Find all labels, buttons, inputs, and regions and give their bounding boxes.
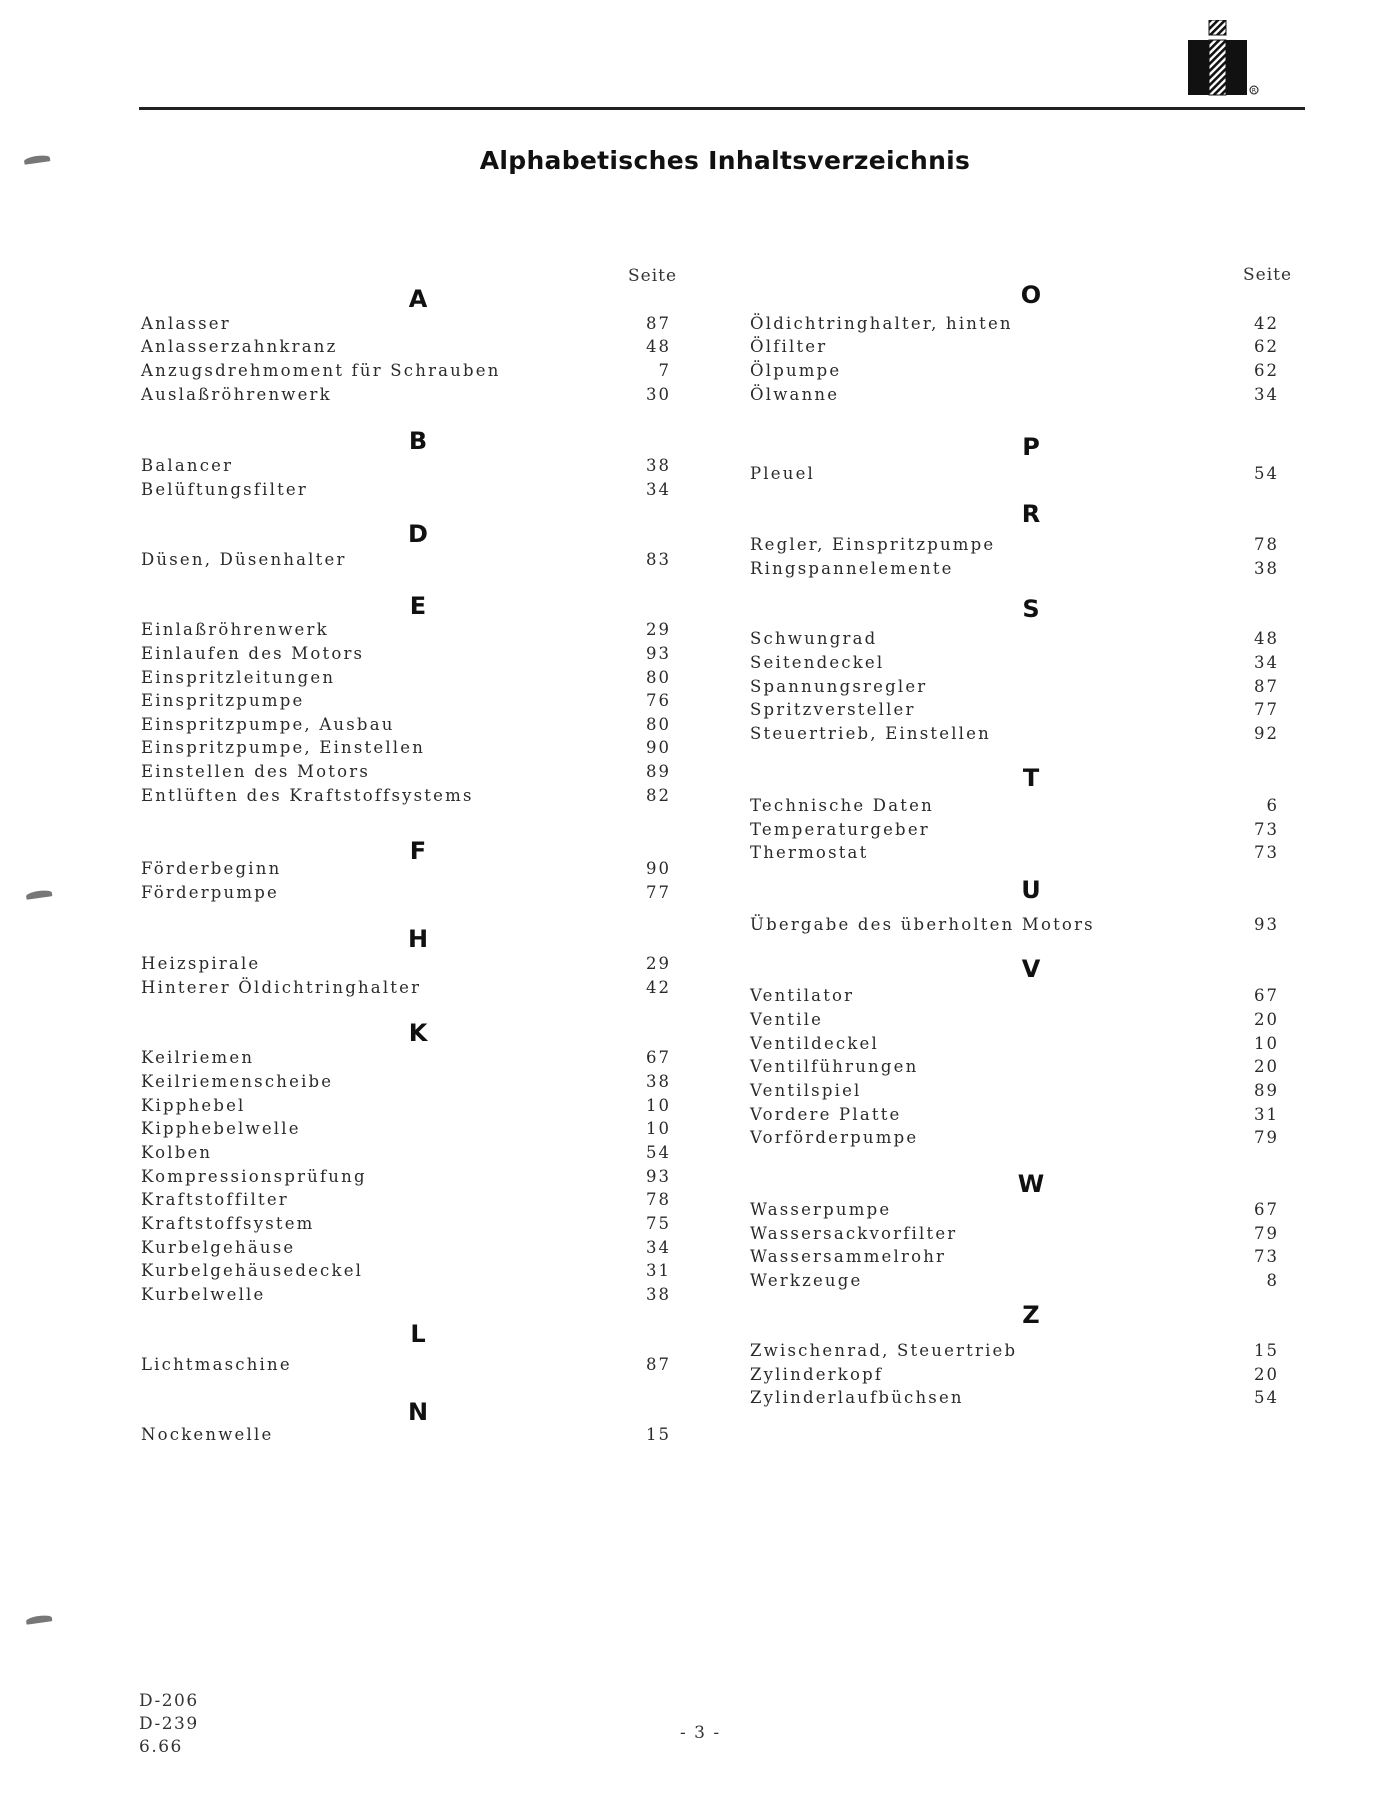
index-page-number: 20: [1254, 1057, 1279, 1077]
index-page-number: 34: [1254, 653, 1279, 673]
index-page-number: 54: [646, 1143, 671, 1163]
index-entry: Einspritzleitungen: [141, 667, 336, 687]
index-entry: Kipphebelwelle: [141, 1119, 301, 1139]
index-page-number: 79: [1254, 1128, 1279, 1148]
index-entry: Entlüften des Kraftstoffsystems: [141, 785, 474, 805]
index-page-number: 34: [646, 479, 671, 499]
index-entry: Keilriemen: [141, 1048, 255, 1068]
index-entry: Förderpumpe: [141, 882, 279, 902]
index-page-number: 79: [1254, 1223, 1279, 1243]
section-letter: U: [1021, 875, 1041, 904]
index-entry: Nockenwelle: [141, 1425, 274, 1444]
index-entry: Einlaufen des Motors: [141, 643, 365, 663]
index-entry: Thermostat: [750, 843, 869, 863]
index-page-number: 89: [646, 762, 671, 782]
section-letter: B: [408, 426, 428, 455]
index-page-number: 87: [646, 313, 671, 333]
index-entry: Ventilspiel: [750, 1081, 862, 1101]
index-entry: Ölwanne: [750, 384, 840, 404]
section-letter: Z: [1022, 1300, 1040, 1329]
index-entry: Heizspirale: [141, 954, 261, 974]
index-entry: Einspritzpumpe, Ausbau: [141, 714, 395, 734]
index-page-number: 38: [1254, 558, 1279, 578]
index-entry: Ölpumpe: [750, 361, 842, 381]
index-page-number: 20: [1254, 1364, 1279, 1384]
index-entry: Vordere Platte: [750, 1104, 902, 1124]
footer-codes: [139, 1690, 199, 1759]
footer-code: D-239: [139, 1714, 199, 1734]
index-page-number: 31: [646, 1261, 671, 1281]
index-page-number: 6: [1266, 795, 1279, 815]
index-page-number: 7: [658, 361, 671, 381]
index-page-number: 73: [1254, 819, 1279, 839]
index-entry: Kolben: [141, 1143, 213, 1163]
ih-logo: [1188, 20, 1273, 98]
index-entry: Werkzeuge: [750, 1270, 863, 1290]
index-entry: Anlasserzahnkranz: [141, 337, 338, 357]
index-entry: Kurbelgehäuse: [141, 1237, 296, 1257]
index-page-number: 77: [1254, 700, 1279, 720]
index-page-number: 80: [646, 667, 671, 687]
index-entry: Schwungrad: [750, 629, 878, 649]
index-entry: Anlasser: [141, 313, 231, 333]
binder-hole-mark: [26, 889, 53, 900]
index-page-number: 89: [1254, 1081, 1279, 1101]
index-entry: Kipphebel: [141, 1095, 246, 1115]
index-entry: Übergabe des überholten Motors: [750, 915, 1095, 935]
index-page-number: 15: [1254, 1341, 1279, 1361]
index-page-number: 38: [646, 1284, 671, 1304]
index-page-number: 93: [646, 1166, 671, 1186]
index-entry: Wassersammelrohr: [750, 1247, 947, 1267]
section-letter: R: [1021, 500, 1041, 529]
index-entry: Einlaßröhrenwerk: [141, 620, 329, 640]
index-page-number: 62: [1254, 361, 1279, 381]
index-page-number: 92: [1254, 724, 1279, 744]
index-page-number: 10: [1254, 1033, 1279, 1053]
index-entry: Spritzversteller: [750, 700, 916, 720]
index-entry: Ölfilter: [750, 337, 828, 357]
section-letter: F: [409, 836, 427, 865]
section-letter: E: [409, 592, 427, 621]
section-letter: T: [1022, 764, 1040, 793]
left-seite-label: Seite: [628, 266, 678, 286]
index-entry: Ventilator: [750, 986, 855, 1006]
index-entry: Ventile: [750, 1010, 824, 1030]
right-seite-label: Seite: [1243, 265, 1293, 285]
binder-hole-mark: [26, 1614, 53, 1625]
footer-code: 6.66: [139, 1737, 183, 1757]
index-page-number: 67: [646, 1048, 671, 1068]
index-page-number: 67: [1254, 986, 1279, 1006]
index-page-number: 34: [646, 1237, 671, 1257]
index-page-number: 80: [646, 714, 671, 734]
section-letter: A: [408, 284, 428, 313]
index-entry: Düsen, Düsenhalter: [141, 550, 347, 570]
index-entry: Einspritzpumpe: [141, 691, 305, 711]
index-entry: Kompressionsprüfung: [141, 1166, 367, 1186]
index-entry: Kraftstoffsystem: [141, 1213, 315, 1233]
index-page-number: 93: [1254, 915, 1279, 935]
index-page-number: 20: [1254, 1010, 1279, 1030]
index-entry: Ringspannelemente: [750, 558, 954, 578]
index-page-number: 90: [646, 738, 671, 758]
index-entry: Regler, Einspritzpumpe: [750, 535, 996, 555]
index-entry: Einstellen des Motors: [141, 762, 370, 782]
index-page-number: 67: [1254, 1199, 1279, 1219]
section-letter: W: [1017, 1169, 1045, 1198]
index-page-number: 54: [1254, 1388, 1279, 1408]
index-page-number: 87: [646, 1354, 671, 1374]
index-entry: Anzugsdrehmoment für Schrauben: [141, 361, 501, 381]
index-page-number: 10: [646, 1119, 671, 1139]
index-entry: Spannungsregler: [750, 676, 928, 696]
index-page-number: 30: [646, 384, 671, 404]
index-page-number: 8: [1266, 1270, 1279, 1290]
section-letter: P: [1022, 432, 1040, 461]
section-letter: L: [410, 1320, 426, 1349]
index-entry: Kraftstoffilter: [141, 1190, 289, 1210]
index-page-number: 29: [646, 620, 671, 640]
index-page-number: 48: [646, 337, 671, 357]
index-page-number: 10: [646, 1095, 671, 1115]
index-entry: Vorförderpumpe: [750, 1128, 919, 1148]
index-page-number: 76: [646, 691, 671, 711]
index-page-number: 78: [646, 1190, 671, 1210]
index-entry: Technische Daten: [750, 795, 934, 815]
index-entry: Kurbelgehäusedeckel: [141, 1261, 364, 1281]
index-entry: Zwischenrad, Steuertrieb: [750, 1341, 1018, 1361]
index-page-number: 48: [1254, 629, 1279, 649]
index-entry: Ventildeckel: [750, 1033, 879, 1053]
index-entry: Pleuel: [750, 464, 816, 484]
page-title: Alphabetisches Inhaltsverzeichnis: [479, 146, 971, 175]
index-page-number: 31: [1254, 1104, 1279, 1124]
section-letter: D: [408, 519, 428, 548]
index-page-number: 42: [1254, 313, 1279, 333]
index-page-number: 75: [646, 1213, 671, 1233]
index-page-number: 29: [646, 954, 671, 974]
index-entry: Einspritzpumpe, Einstellen: [141, 738, 426, 758]
index-entry: Keilriemenscheibe: [141, 1072, 334, 1092]
index-page-number: 34: [1254, 384, 1279, 404]
index-entry: Förderbeginn: [141, 859, 282, 879]
index-page-number: 78: [1254, 535, 1279, 555]
page-number: - 3 -: [680, 1723, 721, 1743]
index-entry: Zylinderlaufbüchsen: [750, 1388, 964, 1408]
index-entry: Wasserpumpe: [750, 1199, 892, 1219]
index-page-number: 83: [646, 550, 671, 570]
index-entry: Auslaßröhrenwerk: [141, 384, 332, 404]
index-entry: Zylinderkopf: [750, 1364, 884, 1384]
index-entry: Hinterer Öldichtringhalter: [141, 977, 422, 997]
index-page-number: 93: [646, 643, 671, 663]
index-entry: Ventilführungen: [750, 1057, 919, 1077]
index-entry: Lichtmaschine: [141, 1354, 292, 1374]
index-page-number: 62: [1254, 337, 1279, 357]
section-letter: K: [408, 1019, 428, 1048]
index-page-number: 73: [1254, 843, 1279, 863]
index-entry: Kurbelwelle: [141, 1284, 266, 1304]
index-page-number: 77: [646, 882, 671, 902]
index-page-number: 38: [646, 1072, 671, 1092]
index-entry: Wassersackvorfilter: [750, 1223, 958, 1243]
index-page-number: 82: [646, 785, 671, 805]
index-page-number: 15: [646, 1425, 671, 1444]
section-letter: O: [1020, 281, 1042, 310]
index-entry: Balancer: [141, 456, 234, 476]
index-entry: Öldichtringhalter, hinten: [750, 313, 1013, 333]
index-page-number: 90: [646, 859, 671, 879]
index-page-number: 87: [1254, 676, 1279, 696]
section-letter: H: [407, 925, 429, 954]
index-entry: Temperaturgeber: [750, 819, 930, 839]
section-letter: V: [1021, 955, 1041, 984]
index-page-number: 73: [1254, 1247, 1279, 1267]
section-letter: S: [1022, 594, 1040, 623]
section-letter: N: [407, 1398, 429, 1427]
header-rule: [139, 107, 1305, 110]
index-entry: Belüftungsfilter: [141, 479, 308, 499]
index-page-number: 42: [646, 977, 671, 997]
index-page-number: 38: [646, 456, 671, 476]
svg-text:R: R: [1251, 87, 1257, 95]
index-page-number: 54: [1254, 464, 1279, 484]
index-entry: Seitendeckel: [750, 653, 885, 673]
index-entry: Steuertrieb, Einstellen: [750, 724, 991, 744]
footer-code: D-206: [139, 1691, 199, 1711]
